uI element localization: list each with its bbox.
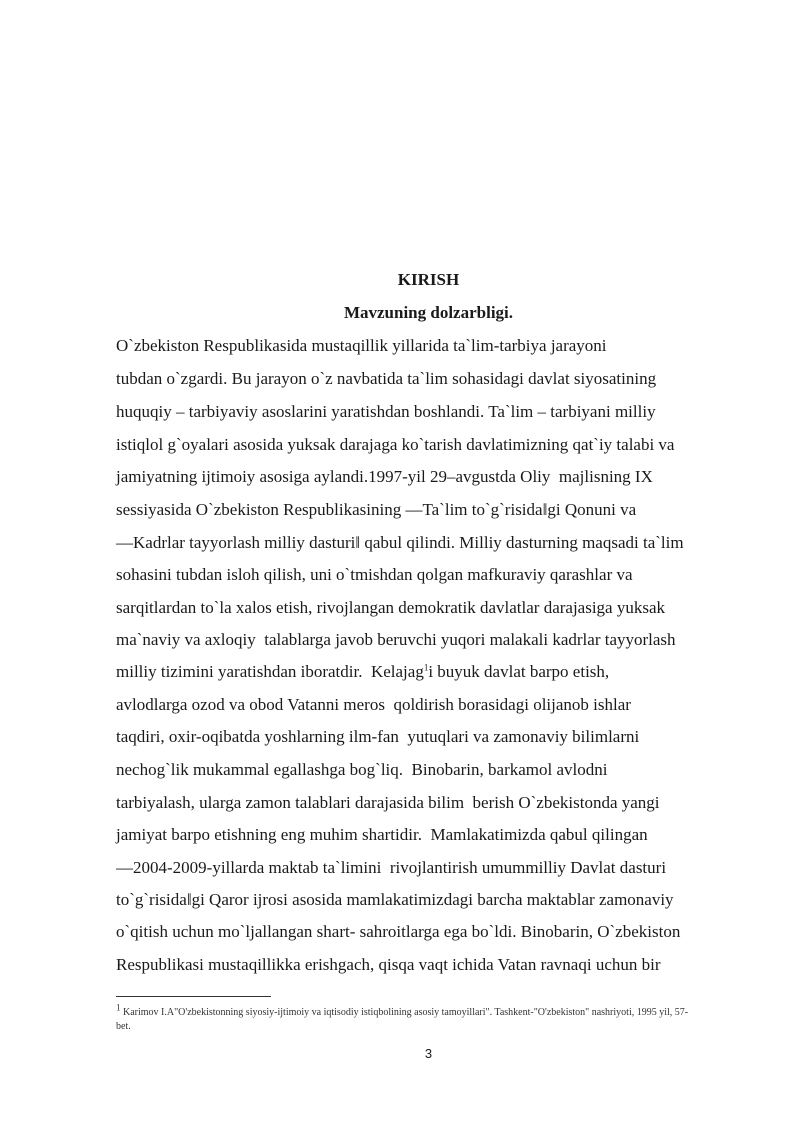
body-line: taqdiri, oxir-oqibatda yoshlarning ilm-fan yutuqlari va zamonaviy bilimlarni: [116, 727, 640, 746]
footnote-text: Karimov I.A"O'zbekistonning siyosiy-ijtimoiy va iqtisodiy istiqbolining asosiy tamoyillari". Tashkent-"O'zbekiston" nashriyoti, 1995 yil, 57-: [120, 1007, 689, 1018]
body-line: ma`naviy va axloqiy talablarga javob beruvchi yuqori malakali kadrlar tayyorlash: [116, 630, 676, 649]
body-line: avlodlarga ozod va obod Vatanni meros qoldirish borasidagi olijanob ishlar: [116, 695, 631, 714]
body-line: jamiyat barpo etishning eng muhim shartidir. Mamlakatimizda qabul qilingan: [116, 825, 648, 844]
body-line: o`qitish uchun mo`ljallangan shart- sahroitlarga ega bo`ldi. Binobarin, O`zbekiston: [116, 922, 681, 941]
body-line: sarqitlardan to`la xalos etish, rivojlangan demokratik davlatlar darajasiga yuksak: [116, 598, 666, 617]
section-subtitle: Mavzuning dolzarbligi.: [343, 303, 514, 322]
body-line: Respublikasi mustaqillikka erishgach, qisqa vaqt ichida Vatan ravnaqi uchun bir: [116, 955, 661, 974]
body-line: istiqlol g`oyalari asosida yuksak darajaga ko`tarish davlatimizning qat`iy talabi va: [116, 435, 675, 454]
footnote: [116, 1002, 746, 1020]
body-line: [116, 662, 609, 682]
footnote-divider: [116, 996, 271, 997]
body-line: to`g`risida‖gi Qaror ijrosi asosida mamlakatimizdagi barcha maktablar zamonaviy: [116, 890, 674, 909]
body-line: nechog`lik mukammal egallashga bog`liq. Binobarin, barkamol avlodni: [116, 760, 608, 779]
body-line: jamiyatning ijtimoiy asosiga aylandi.1997-yil 29–avgustda Oliy majlisning IX: [116, 467, 653, 486]
body-line: tarbiyalash, ularga zamon talablari darajasida bilim berish O`zbekistonda yangi: [116, 793, 660, 812]
footnote-ref: 1: [423, 662, 429, 673]
body-line: sessiyasida O`zbekiston Respublikasining ―Ta`lim to`g`risida‖gi Qonuni va: [116, 500, 637, 519]
body-line-start: milliy tizimini yaratishdan iboratdir. Kelajag: [116, 662, 424, 681]
footnote-mark: 1: [116, 1002, 121, 1013]
body-line-end: i buyuk davlat barpo etish,: [428, 662, 610, 681]
body-line: ―2004-2009-yillarda maktab ta`limini rivojlantirish umummilliy Davlat dasturi: [116, 858, 667, 877]
body-line: tubdan o`zgardi. Bu jarayon o`z navbatida ta`lim sohasidagi davlat siyosatining: [116, 369, 657, 388]
footnote-continuation: bet.: [116, 1021, 131, 1032]
page-number: 3: [424, 1046, 433, 1061]
body-line: huquqiy – tarbiyaviy asoslarini yaratishdan boshlandi. Ta`lim – tarbiyani milliy: [116, 402, 656, 421]
body-line: O`zbekiston Respublikasida mustaqillik yillarida ta`lim-tarbiya jarayoni: [116, 336, 607, 355]
section-title: KIRISH: [397, 270, 460, 289]
body-line: ―Kadrlar tayyorlash milliy dasturi‖ qabul qilindi. Milliy dasturning maqsadi ta`lim: [116, 533, 684, 552]
body-line: sohasini tubdan isloh qilish, uni o`tmishdan qolgan mafkuraviy qarashlar va: [116, 565, 633, 584]
